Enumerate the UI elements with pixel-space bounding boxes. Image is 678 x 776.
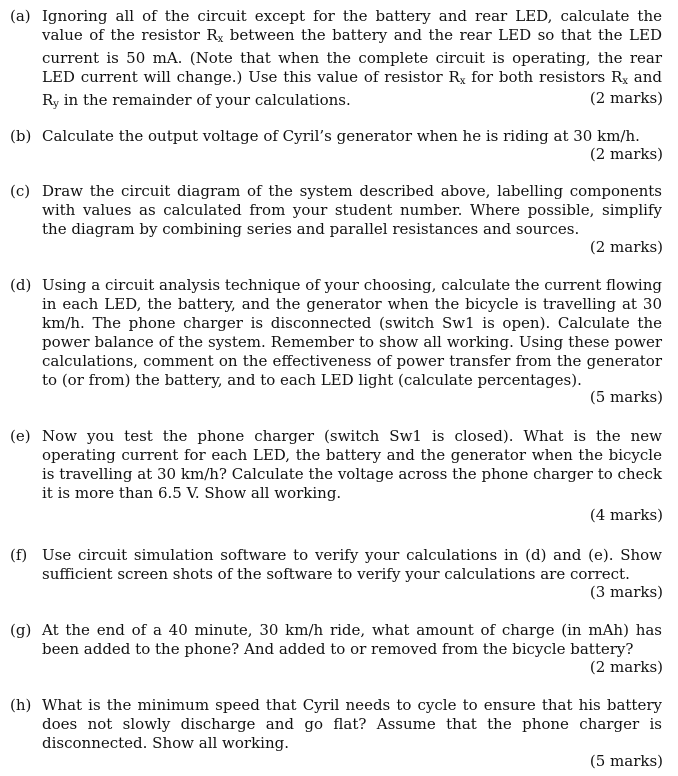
question-f (10, 546, 662, 584)
question-h (10, 696, 662, 753)
question-label: (h) (10, 696, 32, 714)
question-label: (g) (10, 621, 32, 639)
question-text: Use circuit simulation software to verify your calculations in (d) and (e). Show sufficient screen shots of the software to verify your calculations are correct. (42, 546, 662, 583)
marks-f: (3 marks) (589, 583, 663, 601)
marks-b: (2 marks) (589, 145, 663, 163)
question-label: (a) (10, 7, 31, 25)
marks-d: (5 marks) (589, 388, 663, 406)
question-text: Ignoring all of the circuit except for the battery and rear LED, calculate the value of the resistor $R_x$ between the battery and the rear LED so that the LED current is 50 mA. (Note that when the complete circuit is operating, the rear LED current will change.) Use this value of resistor $R_x$ for both resistors $R_x$ and $R_y$ in the remainder of your calculations. (42, 7, 663, 110)
question-text: Using a circuit analysis technique of your choosing, calculate the current flowing in each LED, the battery, and the generator when the bicycle is travelling at 30 km/h. The phone charger is disconnected (switch Sw1 is open). Calculate the power balance of the system. Remember to show all working. Using these power calculations, comment on the effectiveness of power transfer from the generator to (or from) the battery, and to each LED light (calculate percentages). (42, 276, 662, 389)
marks-g: (2 marks) (589, 658, 663, 676)
question-text: At the end of a 40 minute, 30 km/h ride, what amount of charge (in mAh) has been added to the phone? And added to or removed from the bicycle battery? (42, 621, 662, 658)
question-text: Now you test the phone charger (switch Sw1 is closed). What is the new operating current for each LED, the battery and the generator when the bicycle is travelling at 30 km/h? Calculate the voltage across the phone charger to check it is more than 6.5 V. Show all working. (42, 427, 662, 502)
question-e (10, 427, 662, 503)
question-text: What is the minimum speed that Cyril needs to cycle to ensure that his battery does not slowly discharge and go flat? Assume that the phone charger is disconnected. Show all working. (42, 696, 662, 752)
marks-a: (2 marks) (589, 89, 663, 107)
question-b (10, 127, 662, 146)
question-text: Draw the circuit diagram of the system described above, labelling components with values as calculated from your student number. Where possible, simplify the diagram by combining series and parallel resistances and sources. (42, 182, 662, 238)
question-label: (c) (10, 182, 31, 200)
marks-h: (5 marks) (589, 752, 663, 770)
question-text: Calculate the output voltage of Cyril’s generator when he is riding at 30 km/h. (42, 127, 640, 145)
question-label: (b) (10, 127, 32, 145)
question-label: (e) (10, 427, 31, 445)
question-c (10, 182, 662, 239)
question-label: (f) (10, 546, 28, 564)
marks-e: (4 marks) (589, 506, 663, 524)
question-d (10, 276, 662, 390)
marks-c: (2 marks) (589, 238, 663, 256)
question-label: (d) (10, 276, 32, 294)
question-g (10, 621, 662, 659)
question-a (10, 7, 662, 114)
